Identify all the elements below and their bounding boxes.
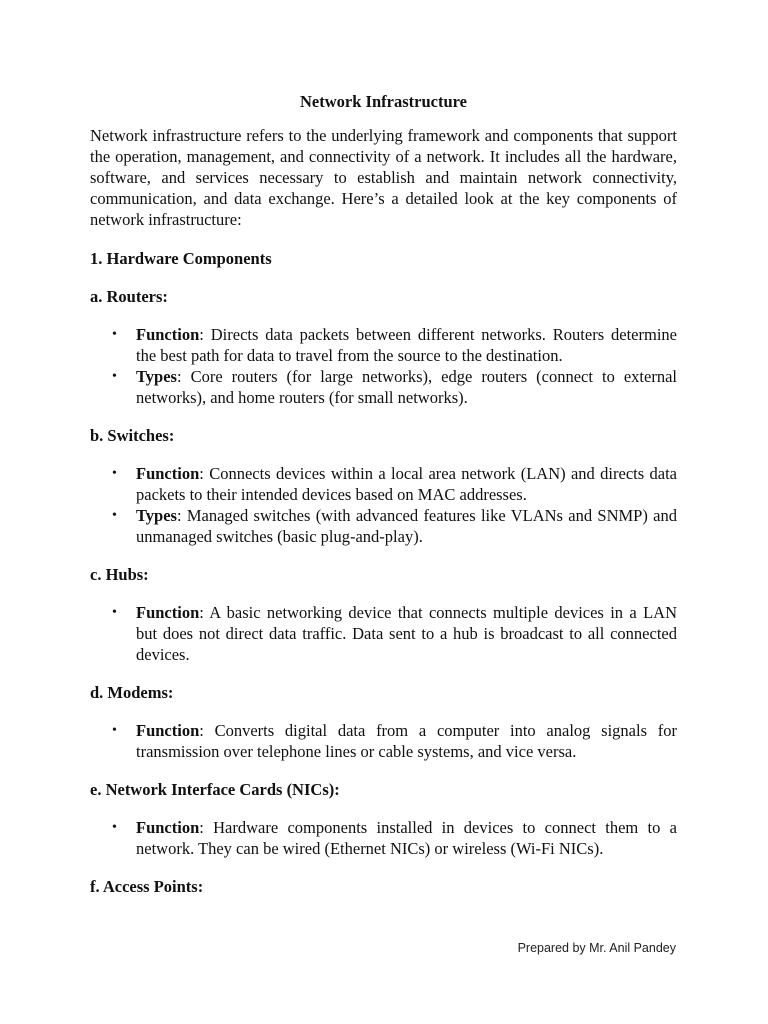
- item-text: : Core routers (for large networks), edge routers (connect to external networks), and home routers (for small networks).: [136, 367, 677, 407]
- subheading-nics: e. Network Interface Cards (NICs):: [90, 780, 340, 799]
- item-term: Types: [136, 506, 177, 525]
- item-text: : Connects devices within a local area network (LAN) and directs data packets to their intended devices based on MAC addresses.: [136, 464, 677, 504]
- bullet-icon: •: [112, 605, 117, 620]
- bullet-icon: •: [112, 820, 117, 835]
- routers-list: [90, 324, 677, 408]
- subheading-hubs: c. Hubs:: [90, 565, 149, 584]
- section-heading-hardware: 1. Hardware Components: [90, 249, 272, 268]
- list-item: [90, 505, 677, 547]
- item-term: Types: [136, 367, 177, 386]
- item-text: : Converts digital data from a computer into analog signals for transmission over telephone lines or cable systems, and vice versa.: [136, 721, 677, 761]
- list-item: [90, 602, 677, 665]
- subheading-modems: d. Modems:: [90, 683, 174, 702]
- item-text: : Managed switches (with advanced features like VLANs and SNMP) and unmanaged switches (basic plug-and-play).: [136, 506, 677, 546]
- intro-paragraph: Network infrastructure refers to the underlying framework and components that support the operation, management, and connectivity of a network. It includes all the hardware, software, and services necessary to establish and maintain network connectivity, communication, and data exchange. Here’s a detailed look at the key components of network infrastructure:: [90, 126, 677, 229]
- bullet-icon: •: [112, 327, 117, 342]
- item-text: : A basic networking device that connects multiple devices in a LAN but does not direct data traffic. Data sent to a hub is broadcast to all connected devices.: [136, 603, 677, 664]
- list-item: [90, 463, 677, 505]
- switches-list: [90, 463, 677, 547]
- list-item: [90, 720, 677, 762]
- subheading-access-points: f. Access Points:: [90, 877, 204, 896]
- bullet-icon: •: [112, 369, 117, 384]
- list-item: [90, 817, 677, 859]
- nics-list: [90, 817, 677, 859]
- document-page: [90, 91, 677, 897]
- item-text: : Hardware components installed in devices to connect them to a network. They can be wired (Ethernet NICs) or wireless (Wi-Fi NICs).: [136, 818, 677, 858]
- subheading-routers: a. Routers:: [90, 287, 168, 306]
- bullet-icon: •: [112, 723, 117, 738]
- item-term: Function: [136, 818, 200, 837]
- document-title: Network Infrastructure: [300, 92, 467, 111]
- bullet-icon: •: [112, 508, 117, 523]
- subheading-switches: b. Switches:: [90, 426, 175, 445]
- item-term: Function: [136, 325, 200, 344]
- list-item: [90, 366, 677, 408]
- item-term: Function: [136, 721, 200, 740]
- item-text: : Directs data packets between different networks. Routers determine the best path for data to travel from the source to the destination.: [136, 325, 677, 365]
- bullet-icon: •: [112, 466, 117, 481]
- hubs-list: [90, 602, 677, 665]
- item-term: Function: [136, 603, 200, 622]
- modems-list: [90, 720, 677, 762]
- page-footer: Prepared by Mr. Anil Pandey: [517, 941, 676, 955]
- list-item: [90, 324, 677, 366]
- item-term: Function: [136, 464, 200, 483]
